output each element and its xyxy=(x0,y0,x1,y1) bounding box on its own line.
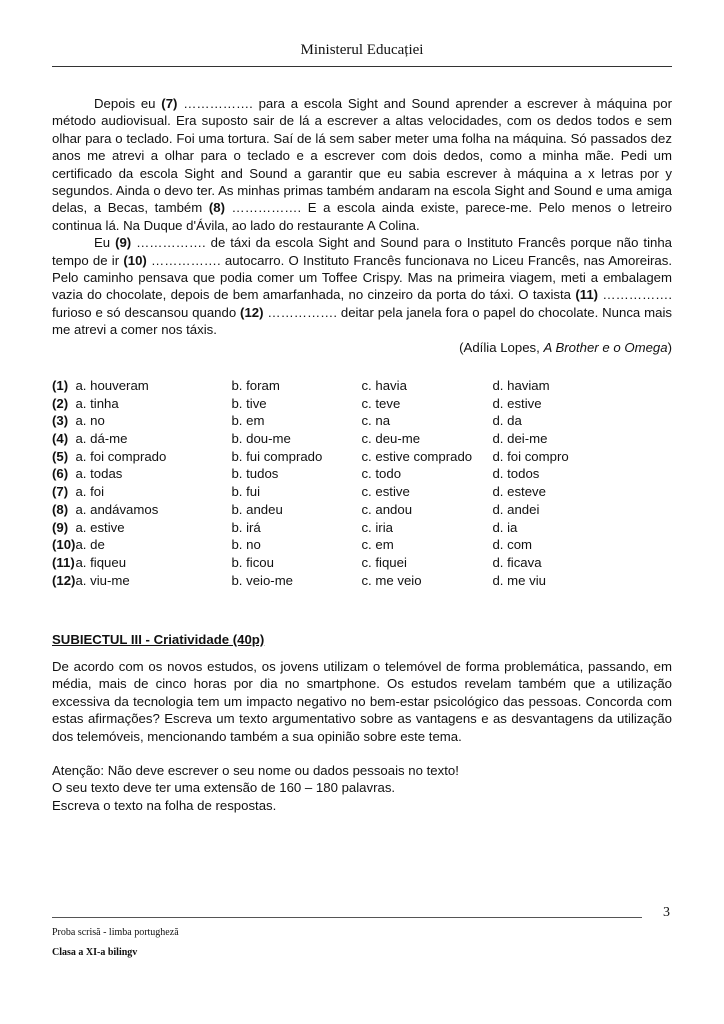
option-row xyxy=(52,537,569,555)
option-a: a. no xyxy=(75,413,105,429)
header-divider xyxy=(52,66,672,67)
option-a: a. de xyxy=(75,537,105,553)
option-row xyxy=(52,555,569,573)
option-a: a. dá-me xyxy=(75,431,128,447)
option-b: b. veio-me xyxy=(231,572,294,588)
option-c: c. na xyxy=(361,413,391,429)
option-b: b. tudos xyxy=(231,466,279,482)
option-row xyxy=(52,502,569,520)
option-a: a. foi xyxy=(75,484,105,500)
note-1: Atenção: Não deve escrever o seu nome ou dados pessoais no texto! xyxy=(52,763,459,779)
option-row xyxy=(52,449,569,467)
option-c: c. estive xyxy=(361,484,410,500)
option-c: c. estive comprado xyxy=(361,448,473,464)
blank-number: (8) xyxy=(208,200,225,216)
option-d: d. da xyxy=(492,413,522,429)
option-d: d. com xyxy=(492,537,533,553)
note-2: O seu texto deve ter uma extensão de 160 – 180 palavras. xyxy=(52,780,396,796)
option-b: b. dou-me xyxy=(231,431,291,447)
option-a: a. fiqueu xyxy=(75,554,127,570)
option-b: b. em xyxy=(231,413,265,429)
item-number: (7) xyxy=(52,484,69,500)
footer-exam: Proba scrisă - limba portugheză xyxy=(52,927,179,938)
option-b: b. foram xyxy=(231,378,280,393)
passage-text: ……………. E a escola ainda existe, parece-me. Pelo menos o letreiro continua lá. Na Duque d'Ávila, ao lado do restaurante A Colina. xyxy=(52,200,672,233)
option-a: a. viu-me xyxy=(75,572,130,588)
item-number: (4) xyxy=(52,431,69,447)
passage-text: ……………. furioso e só descansou quando xyxy=(52,287,673,320)
option-b: b. fui comprado xyxy=(231,448,323,464)
item-number: (3) xyxy=(52,413,69,429)
section-title: SUBIECTUL III - Criatividade (40p) xyxy=(52,632,265,647)
option-a: a. houveram xyxy=(75,378,149,393)
option-c: c. me veio xyxy=(361,572,422,588)
source-title: A Brother e o Omega xyxy=(543,339,668,355)
option-row xyxy=(52,573,569,591)
option-b: b. tive xyxy=(231,395,267,411)
blank-number: (7) xyxy=(161,96,178,111)
passage-text: Depois eu xyxy=(94,96,162,111)
option-row xyxy=(52,378,569,396)
option-d: d. andei xyxy=(492,501,540,517)
option-row xyxy=(52,520,569,538)
blank-number: (11) xyxy=(575,287,599,303)
item-number: (6) xyxy=(52,466,69,482)
option-c: c. iria xyxy=(361,519,393,535)
page-header: Ministerul Educației xyxy=(300,42,424,58)
item-number: (9) xyxy=(52,519,69,535)
passage-paragraph-2 xyxy=(52,234,672,338)
footer-divider xyxy=(52,917,642,918)
item-number: (2) xyxy=(52,395,69,411)
option-b: b. ficou xyxy=(231,554,274,570)
option-c: c. andou xyxy=(361,501,413,517)
option-row xyxy=(52,396,569,414)
option-d: d. esteve xyxy=(492,484,546,500)
option-b: b. fui xyxy=(231,484,261,500)
option-c: c. em xyxy=(361,537,394,553)
blank-number: (10) xyxy=(123,252,147,268)
answer-options-table xyxy=(52,378,569,590)
passage-source: (Adília Lopes, A Brother e o Omega) xyxy=(459,339,672,355)
option-b: b. irá xyxy=(231,519,261,535)
blank-number: (12) xyxy=(240,304,264,320)
option-c: c. havia xyxy=(361,378,407,393)
item-number: (12) xyxy=(52,572,76,588)
option-c: c. todo xyxy=(361,466,402,482)
passage-text: ……………. deitar pela janela fora o papel do chocolate. Nunca mais me atrevi a comer nos táxis. xyxy=(52,304,672,338)
footer-class: Clasa a XI-a bilingv xyxy=(52,947,138,958)
option-a: a. todas xyxy=(75,466,123,482)
option-d: d. haviam xyxy=(492,378,550,393)
blank-number: (9) xyxy=(115,235,132,251)
passage-text: Eu xyxy=(94,235,116,251)
item-number: (5) xyxy=(52,448,69,464)
option-a: a. tinha xyxy=(75,395,119,411)
option-d: d. dei-me xyxy=(492,431,548,447)
option-d: d. foi compro xyxy=(492,448,569,464)
option-d: d. estive xyxy=(492,395,542,411)
option-b: b. andeu xyxy=(231,501,283,517)
passage-paragraph-1 xyxy=(52,95,672,234)
option-c: c. fiquei xyxy=(361,554,407,570)
option-d: d. ia xyxy=(492,519,518,535)
option-a: a. estive xyxy=(75,519,125,535)
reading-passage xyxy=(52,95,672,356)
item-number: (10) xyxy=(52,537,76,553)
passage-text: ……………. autocarro. O Instituto Francês funcionava no Liceu Francês, nas Amoreiras. Pelo caminho pensava que podia comer um Toffee Crispy. Mas na primeira viagem, meti a embalagem vazia do chocolate, depois de bem amarfanhada, no cinzeiro da porta do táxi. O taxista xyxy=(52,252,672,303)
option-d: d. todos xyxy=(492,466,540,482)
option-c: c. teve xyxy=(361,395,401,411)
item-number: (8) xyxy=(52,501,69,517)
option-row xyxy=(52,466,569,484)
option-d: d. me viu xyxy=(492,572,546,588)
item-number: (1) xyxy=(52,378,69,393)
passage-text: ……………. para a escola Sight and Sound aprender a escrever à máquina por método audiovisual. Era suposto sair de lá a escrever a altas velocidades, com os dedos todos e sem olhar para o teclado. Foi uma tortura. Saí de lá sem saber meter uma folha na máquina. Só passados dez anos me atrevi a olhar para o teclado e a escrever com dois dedos, como a minha mãe. Pedi um certificado da escola Sight and Sound a garantir que eu sabia escrever à máquina a x letras por y segundos. Ainda o devo ter. As minhas primas também andaram na escola Sight and Sound e uma amiga delas, a Becas, também xyxy=(52,96,672,216)
option-b: b. no xyxy=(231,537,261,553)
item-number: (11) xyxy=(52,554,75,570)
section-prompt: De acordo com os novos estudos, os jovens utilizam o telemóvel de forma problemática, passando, em média, mais de cinco horas por dia no smartphone. Os estudos revelam também que a utilização excessiva da tecnologia tem um impacto negativo no bem-estar psicológico das pessoas. Concorda com estas afirmações? Escreva um texto argumentativo sobre as vantagens e as desvantagens da utilização dos telemóveis, mencionando também a sua opinião sobre este tema. Atenção: Não deve escrever o seu nome ou dados pessoais no texto! O seu texto deve ter uma extensão de 160 – 180 palavras. Escreva o texto na folha de respostas. xyxy=(52,659,672,813)
page-number: 3 xyxy=(663,905,670,920)
option-a: a. andávamos xyxy=(75,501,159,517)
note-3: Escreva o texto na folha de respostas. xyxy=(52,797,277,813)
option-row xyxy=(52,484,569,502)
passage-text: ……………. de táxi da escola Sight and Sound para o Instituto Francês porque não tinha tempo de ir xyxy=(52,235,672,268)
option-row xyxy=(52,413,569,431)
option-d: d. ficava xyxy=(492,554,542,570)
option-row xyxy=(52,431,569,449)
option-c: c. deu-me xyxy=(361,431,421,447)
option-a: a. foi comprado xyxy=(75,448,167,464)
